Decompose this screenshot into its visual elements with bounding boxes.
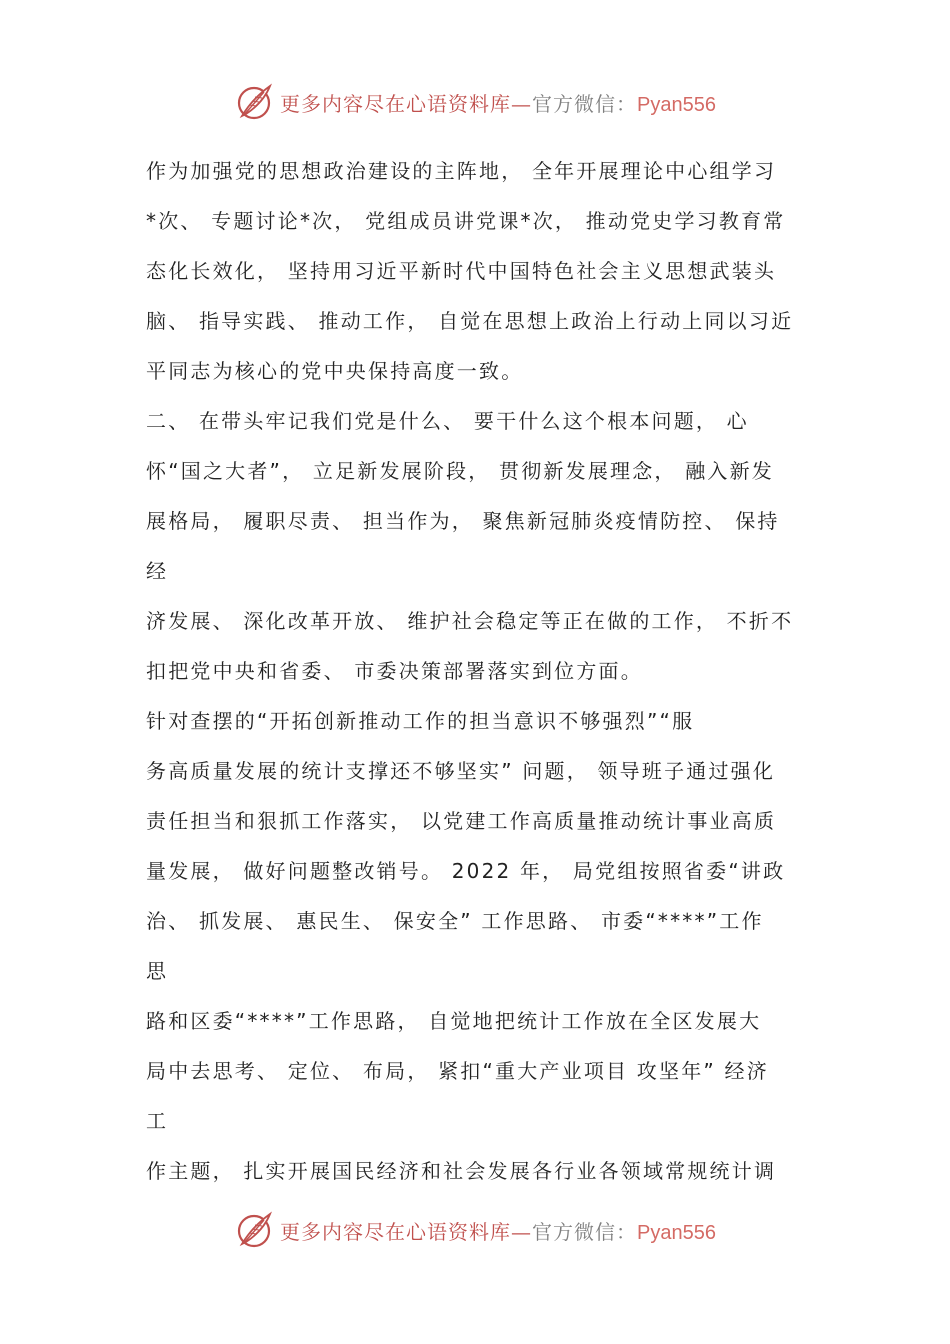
text-line: 二、 在带头牢记我们党是什么、 要干什么这个根本问题， 心: [146, 409, 749, 433]
footer-banner-slogan: 更多内容尽在心语资料库: [280, 1219, 512, 1244]
header-banner-wechat-id: Pyan556: [637, 93, 716, 116]
text-line: *次、 专题讨论*次， 党组成员讲党课*次， 推动党史学习教育常: [146, 209, 786, 233]
footer-banner-text: [280, 1216, 716, 1245]
header-banner-official: 官方微信：: [532, 91, 638, 116]
footer-banner-wechat-id: Pyan556: [637, 1221, 716, 1244]
text-line: 展格局， 履职尽责、 担当作为， 聚焦新冠肺炎疫情防控、 保持: [146, 509, 780, 533]
text-line: 脑、 指导实践、 推动工作， 自觉在思想上政治上行动上同以习近: [146, 309, 794, 333]
text-line: 思: [146, 959, 169, 983]
text-line: 经: [146, 559, 169, 583]
text-line: 作为加强党的思想政治建设的主阵地， 全年开展理论中心组学习: [146, 159, 777, 183]
footer-banner-official: 官方微信：: [532, 1219, 638, 1244]
text-line: 务高质量发展的统计支撑还不够坚实” 问题， 领导班子通过强化: [146, 759, 776, 783]
header-banner-dash: —: [511, 91, 533, 116]
text-line: 平同志为核心的党中央保持高度一致。: [146, 359, 524, 383]
text-line: 扣把党中央和省委、 市委决策部署落实到位方面。: [146, 659, 643, 683]
header-banner-slogan: 更多内容尽在心语资料库: [280, 91, 512, 116]
text-line: 针对查摆的“开拓创新推动工作的担当意识不够强烈”“服: [146, 709, 695, 733]
header-banner-inner: [234, 82, 716, 122]
header-banner-text: [280, 88, 716, 117]
text-line: 局中去思考、 定位、 布局， 紧扣“重大产业项目 攻坚年” 经济: [146, 1059, 769, 1083]
text-line: 路和区委“****”工作思路， 自觉地把统计工作放在全区发展大: [146, 1009, 762, 1033]
text-line: 怀“国之大者”， 立足新发展阶段， 贯彻新发展理念， 融入新发: [146, 459, 774, 483]
text-line: 工: [146, 1109, 169, 1133]
footer-banner-inner: [234, 1210, 716, 1250]
document-body: [146, 146, 826, 1196]
header-banner: [0, 80, 950, 124]
text-line: 作主题， 扎实开展国民经济和社会发展各行业各领域常规统计调: [146, 1159, 777, 1183]
footer-banner-dash: —: [511, 1219, 533, 1244]
quill-logo-icon: [234, 1210, 274, 1250]
quill-logo-icon: [234, 82, 274, 122]
text-line: 济发展、 深化改革开放、 维护社会稳定等正在做的工作， 不折不: [146, 609, 794, 633]
text-line: 态化长效化， 坚持用习近平新时代中国特色社会主义思想武装头: [146, 259, 777, 283]
text-line: 量发展， 做好问题整改销号。 2022 年， 局党组按照省委“讲政: [146, 859, 786, 883]
text-line: 责任担当和狠抓工作落实， 以党建工作高质量推动统计事业高质: [146, 809, 777, 833]
footer-banner: [0, 1208, 950, 1252]
text-line: 治、 抓发展、 惠民生、 保安全” 工作思路、 市委“****”工作: [146, 909, 764, 933]
